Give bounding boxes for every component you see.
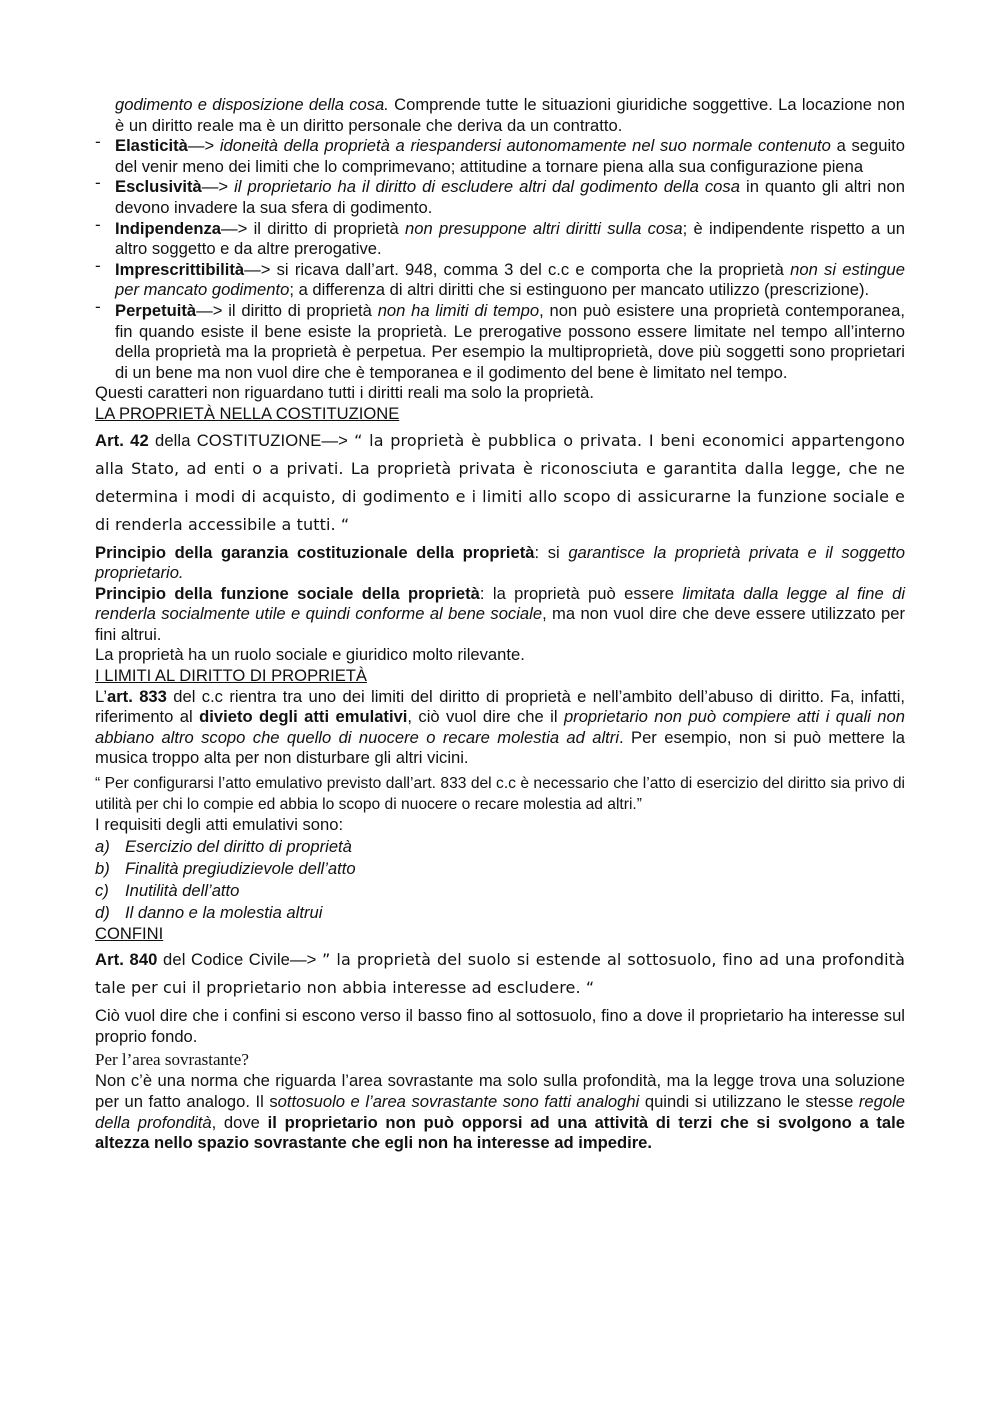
italic-text: proprietario non può compiere atti i quali non abbiano altro scopo che quello di nuocere o recare molestia ad altri	[95, 707, 905, 747]
item-arrow: —> il diritto di proprietà	[196, 300, 378, 320]
art-label: Art. 840	[95, 950, 158, 970]
boundaries-paragraph: Ciò vuol dire che i confini si escono verso il basso fino al sottosuolo, fino a dove il proprietario ha interesse sul proprio fondo.	[95, 1006, 905, 1046]
item-italic: il proprietario ha il diritto di escludere altri dal godimento della cosa	[234, 177, 740, 197]
item-italic: non si estingue per mancato godimento	[115, 259, 905, 300]
text: del c.c rientra tra uno dei limiti del diritto di proprietà e nell’ambito dell’abuso di diritto. Fa, infatti, riferimento al	[95, 686, 906, 727]
principle-title: Principio della funzione sociale della proprietà	[95, 583, 480, 603]
item-italic: idoneità della proprietà a riespandersi autonomamente nel suo normale contenuto	[219, 136, 831, 156]
item-text: , non può esistere una proprietà contemporanea, fin quando esiste il bene esiste la proprietà. Le prerogative possono essere limitate nel tempo all’interno della proprietà ma la proprietà è perpetua. Per esempio la multiproprietà, dove più soggetti sono proprietari di un bene ma non vuol dire che è temporanea e il godimento del bene è limitato nel tempo.	[115, 300, 905, 382]
list-item	[95, 858, 905, 880]
question-line: Per l’area sovrastante?	[95, 1050, 249, 1070]
item-text: a seguito del venir meno dei limiti che lo comprimevano; attitudine a tornare piena alla sua configurazione piena	[115, 136, 905, 176]
list-text: Esercizio del diritto di proprietà	[125, 836, 352, 856]
principle-italic: garantisce la proprietà privata e il soggetto proprietario.	[95, 542, 905, 583]
art-quote: ” la proprietà del suolo si estende al sottosuolo, fino ad una profondità tale per cui il proprietario non abbia interesse ad escludere. “	[95, 950, 905, 998]
art-833-quote: “ Per configurarsi l’atto emulativo previsto dall’art. 833 del c.c è necessario che l’atto di esercizio del diritto sia privo di utilità per chi lo compie ed abbia lo scopo di nuocere o recare molestia ad altri.”	[95, 775, 905, 814]
list-item	[95, 902, 905, 924]
principle-italic: limitata dalla legge al fine di renderla socialmente utile e quindi conforme al bene sociale	[95, 583, 906, 624]
document-page	[95, 95, 905, 1154]
requirements-list	[95, 836, 905, 924]
text: , dove	[211, 1112, 268, 1132]
art-lead: del Codice Civile—>	[157, 950, 322, 970]
text: quindi si utilizzano le stesse	[639, 1092, 859, 1111]
text: Non c’è una norma che riguarda l’area sovrastante ma solo sulla profondità, ma la legge trova una soluzione per un fatto analogo. Il s	[95, 1071, 905, 1111]
item-arrow: —>	[201, 177, 235, 197]
art-833-paragraph	[95, 687, 905, 769]
art-quote: “ la proprietà è pubblica o privata. I beni economici appartengono alla Stato, ad enti o a privati. La proprietà privata è riconosciuta e garantita dalla legge, che ne determina i modi di acquisto, di godimento e i limiti allo scopo di assicurarne la funzione sociale e di renderla accessibile a tutti. “	[95, 430, 905, 534]
item-arrow: —>	[187, 136, 220, 156]
art-840-paragraph	[95, 946, 905, 1002]
requirements-intro: I requisiti degli atti emulativi sono:	[95, 815, 344, 835]
list-item	[95, 255, 905, 301]
list-letter: c)	[95, 880, 109, 900]
list-text: Il danno e la molestia altrui	[125, 902, 323, 922]
list-item	[95, 880, 905, 902]
bullet-dash: -	[95, 296, 101, 316]
principle-social-paragraph	[95, 584, 905, 646]
item-italic: non presuppone altri diritti sulla cosa	[405, 218, 683, 238]
item-term: Indipendenza	[115, 218, 222, 238]
intro-paragraph	[95, 95, 905, 136]
text: L’	[95, 686, 107, 706]
principle-text: , ma non vuol dire che deve essere utilizzato per fini altrui.	[95, 604, 905, 644]
bold-text: il proprietario non può opporsi ad una attività di terzi che si svolgono a tale altezza nello spazio sovrastante che egli non ha interesse ad impedire.	[95, 1112, 905, 1153]
list-item	[95, 173, 905, 218]
bullet-dash: -	[95, 255, 101, 275]
bullet-dash: -	[95, 173, 101, 193]
principle-text: : si	[534, 542, 569, 562]
art-lead: della COSTITUZIONE—>	[148, 430, 355, 450]
list-item	[95, 296, 905, 383]
item-term: Imprescrittibilità	[115, 259, 245, 279]
section-heading-boundaries: CONFINI	[95, 923, 164, 943]
characteristics-list	[95, 132, 905, 383]
list-letter: a)	[95, 836, 110, 856]
intro-text: Comprende tutte le situazioni giuridiche soggettive. La locazione non è un diritto reale ma è un diritto personale che deriva da un contratto.	[115, 95, 905, 135]
list-item	[95, 836, 905, 858]
item-text: ; a differenza di altri diritti che si estinguono per mancato utilizzo (prescrizione).	[289, 280, 870, 300]
item-term: Perpetuità	[115, 300, 197, 320]
list-text: Finalità pregiudizievole dell’atto	[125, 858, 356, 878]
item-term: Elasticità	[115, 136, 188, 156]
list-letter: d)	[95, 902, 110, 922]
bold-term: divieto degli atti emulativi	[199, 707, 408, 727]
bullet-dash: -	[95, 132, 101, 152]
principle-text: : la proprietà può essere	[479, 583, 683, 603]
list-text: Inutilità dell’atto	[125, 880, 240, 900]
list-item	[95, 132, 905, 177]
text: . Per esempio, non si può mettere la musica troppo alta per non disturbare gli altri vicini.	[95, 727, 905, 768]
list-item	[95, 214, 905, 260]
text: , ciò vuol dire che il	[407, 707, 564, 727]
principle-guarantee-paragraph	[95, 543, 905, 584]
italic-text: regole della profondità	[95, 1092, 905, 1132]
intro-italic: godimento e disposizione della cosa.	[115, 95, 389, 114]
role-paragraph: La proprietà ha un ruolo sociale e giuridico molto rilevante.	[95, 645, 525, 665]
art-42-paragraph	[95, 427, 905, 539]
item-italic: non ha limiti di tempo	[377, 300, 540, 320]
section-heading-limits: I LIMITI AL DIRITTO DI PROPRIETÀ	[95, 666, 367, 686]
art-label: art. 833	[107, 686, 167, 706]
principle-title: Principio della garanzia costituzionale della proprietà	[95, 542, 535, 562]
summary-paragraph: Questi caratteri non riguardano tutti i diritti reali ma solo la proprietà.	[95, 383, 594, 403]
art-label: Art. 42	[95, 430, 149, 450]
item-arrow: —> il diritto di proprietà	[221, 218, 406, 238]
bullet-dash: -	[95, 214, 101, 234]
section-heading-constitution: LA PROPRIETÀ NELLA COSTITUZIONE	[95, 403, 400, 423]
item-term: Esclusività	[115, 177, 202, 197]
item-text: in quanto gli altri non devono invadere la sua sfera di godimento.	[115, 177, 905, 217]
airspace-paragraph	[95, 1071, 905, 1153]
item-text: ; è indipendente rispetto a un altro soggetto e da altre prerogative.	[115, 218, 905, 259]
italic-text: ottosuolo e l’area sovrastante sono fatti analoghi	[277, 1092, 640, 1111]
list-letter: b)	[95, 858, 110, 878]
item-arrow: —> si ricava dall’art. 948, comma 3 del c.c e comporta che la proprietà	[244, 259, 791, 279]
